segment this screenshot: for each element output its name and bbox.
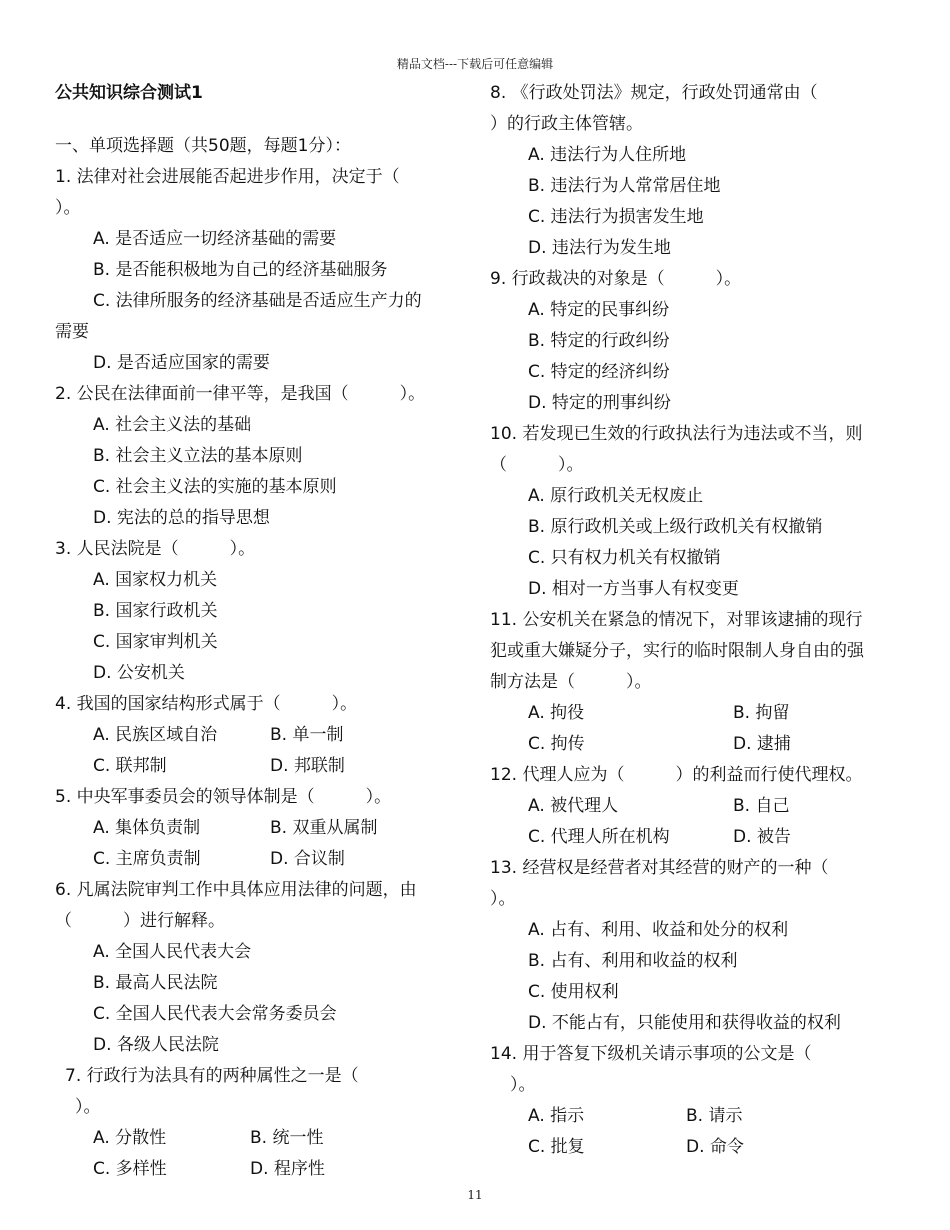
option-row	[490, 1101, 910, 1132]
option: A. 国家权力机关	[93, 570, 218, 590]
option: B. 单一制	[270, 725, 344, 745]
question-11: 11. 公安机关在紧急的情况下，对罪该逮捕的现行	[490, 610, 863, 630]
question-3: 3. 人民法院是（ ）。	[55, 539, 256, 559]
question-14-cont: ）。	[510, 1075, 536, 1095]
question-6: 6. 凡属法院审判工作中具体应用法律的问题，由	[55, 880, 417, 900]
option: B. 拘留	[733, 703, 790, 723]
question-1: 1. 法律对社会进展能否起进步作用，决定于（	[55, 167, 400, 187]
option: B. 国家行政机关	[93, 601, 218, 621]
option: C. 特定的经济纠纷	[528, 362, 670, 382]
option: B. 原行政机关或上级行政机关有权撤销	[528, 517, 823, 537]
question-1-cont: ）。	[55, 198, 81, 218]
option: C. 使用权利	[528, 982, 619, 1002]
option: C. 违法行为损害发生地	[528, 207, 704, 227]
option-row	[55, 1123, 475, 1154]
question-10-cont: （ ）。	[490, 455, 584, 475]
option-cont: 需要	[55, 322, 89, 342]
option: D. 违法行为发生地	[528, 238, 671, 258]
option: D. 合议制	[270, 849, 345, 869]
question-8: 8. 《行政处罚法》规定，行政处罚通常由（	[490, 83, 818, 103]
option: A. 拘役	[528, 703, 585, 723]
option-row	[55, 720, 475, 751]
option: A. 是否适应一切经济基础的需要	[93, 229, 337, 249]
page-header: 精品文档---下载后可任意编辑	[396, 57, 554, 71]
option: B. 是否能积极地为自己的经济基础服务	[93, 260, 388, 280]
option: C. 多样性	[93, 1159, 167, 1179]
option: C. 联邦制	[93, 756, 167, 776]
option: C. 主席负责制	[93, 849, 201, 869]
option: A. 分散性	[93, 1128, 167, 1148]
question-9: 9. 行政裁决的对象是（ ）。	[490, 269, 742, 289]
option-row	[55, 1154, 475, 1185]
question-7-cont: ）。	[75, 1097, 101, 1117]
option-row	[490, 791, 910, 822]
option: A. 占有、利用、收益和处分的权利	[528, 920, 789, 940]
option: D. 被告	[733, 827, 791, 847]
option: C. 全国人民代表大会常务委员会	[93, 1004, 337, 1024]
left-column	[55, 78, 475, 1185]
option: A. 全国人民代表大会	[93, 942, 252, 962]
question-5: 5. 中央军事委员会的领导体制是（ ）。	[55, 787, 392, 807]
document-title: 公共知识综合测试1	[55, 83, 203, 103]
option: B. 统一性	[250, 1128, 324, 1148]
option: D. 各级人民法院	[93, 1035, 219, 1055]
option-row	[490, 822, 910, 853]
option: B. 特定的行政纠纷	[528, 331, 670, 351]
option: C. 社会主义法的实施的基本原则	[93, 477, 337, 497]
option: D. 是否适应国家的需要	[93, 353, 270, 373]
question-2: 2. 公民在法律面前一律平等，是我国（ ）。	[55, 384, 426, 404]
option: C. 法律所服务的经济基础是否适应生产力的	[93, 291, 422, 311]
option: B. 自己	[733, 796, 790, 816]
option: A. 社会主义法的基础	[93, 415, 252, 435]
question-13-cont: ）。	[490, 889, 516, 909]
option-row	[55, 813, 475, 844]
option: A. 被代理人	[528, 796, 619, 816]
option: B. 占有、利用和收益的权利	[528, 951, 738, 971]
option-row	[55, 751, 475, 782]
question-11-cont: 犯或重大嫌疑分子，实行的临时限制人身自由的强	[490, 641, 864, 661]
option: A. 原行政机关无权废止	[528, 486, 704, 506]
option: D. 邦联制	[270, 756, 345, 776]
option-row	[490, 1132, 910, 1163]
option: B. 最高人民法院	[93, 973, 218, 993]
question-8-cont: ）的行政主体管辖。	[490, 114, 643, 134]
option-row	[55, 844, 475, 875]
question-10: 10. 若发现已生效的行政执法行为违法或不当，则	[490, 424, 863, 444]
option-row	[490, 729, 910, 760]
option: C. 国家审判机关	[93, 632, 218, 652]
question-11-cont: 制方法是（ ）。	[490, 672, 652, 692]
option: D. 相对一方当事人有权变更	[528, 579, 739, 599]
question-12: 12. 代理人应为（ ）的利益而行使代理权。	[490, 765, 863, 785]
question-13: 13. 经营权是经营者对其经营的财产的一种（	[490, 858, 829, 878]
option: D. 程序性	[250, 1159, 325, 1179]
option: B. 社会主义立法的基本原则	[93, 446, 303, 466]
question-7: 7. 行政行为法具有的两种属性之一是（	[65, 1066, 359, 1086]
question-6-cont: （ ）进行解释。	[55, 911, 225, 931]
question-4: 4. 我国的国家结构形式属于（ ）。	[55, 694, 358, 714]
option: D. 命令	[686, 1137, 744, 1157]
option: D. 不能占有，只能使用和获得收益的权利	[528, 1013, 841, 1033]
option: A. 指示	[528, 1106, 585, 1126]
option: D. 宪法的总的指导思想	[93, 508, 270, 528]
option: C. 只有权力机关有权撤销	[528, 548, 721, 568]
option: C. 代理人所在机构	[528, 827, 670, 847]
option: D. 逮捕	[733, 734, 791, 754]
option: A. 民族区域自治	[93, 725, 218, 745]
option: D. 特定的刑事纠纷	[528, 393, 671, 413]
right-column	[490, 78, 910, 1163]
option: B. 违法行为人常常居住地	[528, 176, 721, 196]
option: C. 拘传	[528, 734, 585, 754]
option: A. 违法行为人住所地	[528, 145, 687, 165]
option: B. 请示	[686, 1106, 743, 1126]
page-number: 11	[467, 1188, 483, 1202]
section-heading: 一、单项选择题（共50题，每题1分）：	[55, 136, 351, 156]
option: B. 双重从属制	[270, 818, 378, 838]
option: D. 公安机关	[93, 663, 185, 683]
option: A. 集体负责制	[93, 818, 201, 838]
question-14: 14. 用于答复下级机关请示事项的公文是（	[490, 1044, 812, 1064]
option: A. 特定的民事纠纷	[528, 300, 670, 320]
option: C. 批复	[528, 1137, 585, 1157]
option-row	[490, 698, 910, 729]
